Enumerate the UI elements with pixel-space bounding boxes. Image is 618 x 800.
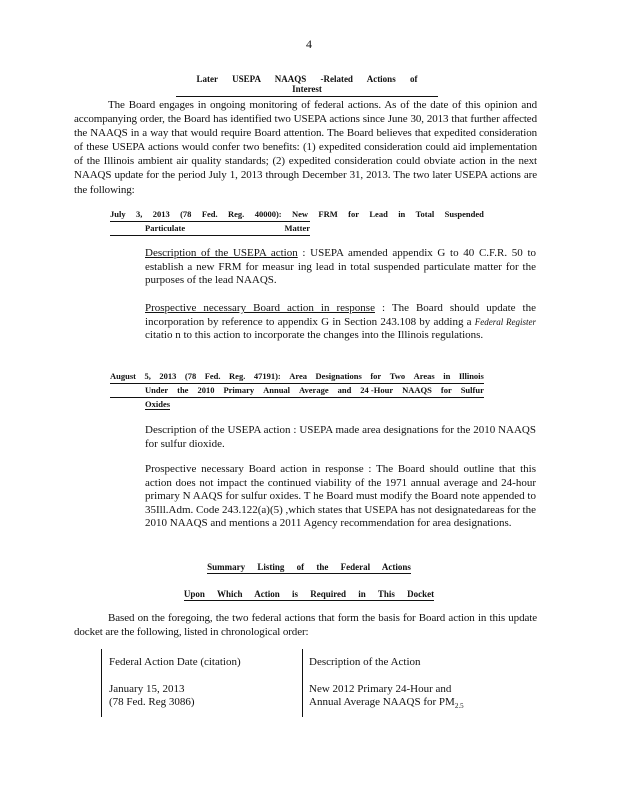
table-header-date: Federal Action Date (citation): [109, 656, 241, 668]
federal-register-italic: Federal Register: [474, 316, 537, 327]
intro-paragraph: [74, 98, 537, 197]
summary-paragraph: Based on the foregoing, the two federal actions that form the basis for Board action in this update docket are the following, listed in chronological order:: [74, 612, 537, 638]
intro-text: The Board engages in ongoing monitoring of federal actions. As of the date of this opinion and accompanying order, the Board has identified two USEPA actions since June 30, 2013 that further affected the NAAQS in a way that would require Board attention. The Board believes that expedited consideration of these USEPA actions would confer two benefits: (1) expedited consideration could aid implementation of the Illinois ambient air quality standards; (2) expedited consideration could obviate action in the next NAAQS update for the period July 1, 2013 through December 31, 2013. The two later USEPA actions are the following:: [74, 99, 538, 196]
action-1-description: Description of the USEPA action : USEPA amended appendix G to 40 C.F.R. 50 to establish a new FRM for measur ing lead in total suspended particulate matter for the purposes of the lead NAAQS.: [145, 247, 537, 287]
action-1-description-label: Description of the USEPA action: [145, 247, 298, 259]
action-1-heading-line1: July 3, 2013 (78 Fed. Reg. 40000): New FRM for Lead in Total Suspended: [110, 209, 484, 219]
action-2-heading-line2: Under the 2010 Primary Annual Average and 24 -Hour NAAQS for Sulfur: [110, 383, 484, 398]
action-2-heading-line1: August 5, 2013 (78 Fed. Reg. 47191): Area Designations for Two Areas in Illinois: [110, 371, 484, 381]
pm-subscript: 2.5: [454, 702, 464, 711]
action-2-heading-line3: Oxides: [145, 399, 171, 409]
table-header-description: Description of the Action: [309, 656, 421, 668]
action-1-heading-line2: Particulate Matter: [110, 221, 310, 236]
section-heading: Later USEPA NAAQS -Related Actions of Interest: [176, 74, 438, 97]
table-cell-desc-line1: New 2012 Primary 24-Hour and: [309, 682, 452, 695]
table-cell-date: January 15, 2013: [109, 682, 185, 695]
action-2-heading: [110, 370, 484, 411]
action-1-prospective-label: Prospective necessary Board action in response: [145, 302, 375, 314]
table-cell-desc-line2: Annual Average NAAQS for $PM_{2.5}$: [309, 696, 464, 711]
page-number: 4: [306, 37, 312, 51]
action-1-heading: [110, 208, 484, 236]
table-column-description: [302, 649, 519, 717]
summary-heading-2: Upon Which Action is Required in This Docket: [183, 589, 435, 599]
summary-heading-1: Summary Listing of the Federal Actions: [207, 562, 411, 572]
action-1-prospective: Prospective necessary Board action in response : The Board should update the incorporation by reference to appendix G in Section 243.108 by adding a Federal Register citatio n to this action to incorporate the changes into the Illinois regulations.: [145, 302, 537, 342]
action-2-prospective: Prospective necessary Board action in response : The Board should outline that this action does not impact the continued viability of the 1971 annual average and 24-hour primary N AAQS for sulfur oxides. T he Board must modify the Board note appended to 35Ill.Adm. Code 243.122(a)(5) ,which states that USEPA has not designatedareas for the 2010 NAAQS and mentions a 2011 Agency recommendation for area designations.: [145, 463, 536, 530]
table-cell-citation: (78 Fed. Reg 3086): [109, 696, 195, 708]
federal-actions-table: [101, 649, 514, 717]
table-column-date: [101, 649, 309, 717]
action-2-description: Description of the USEPA action : USEPA made area designations for the 2010 NAAQS for sulfur dioxide.: [145, 424, 536, 450]
